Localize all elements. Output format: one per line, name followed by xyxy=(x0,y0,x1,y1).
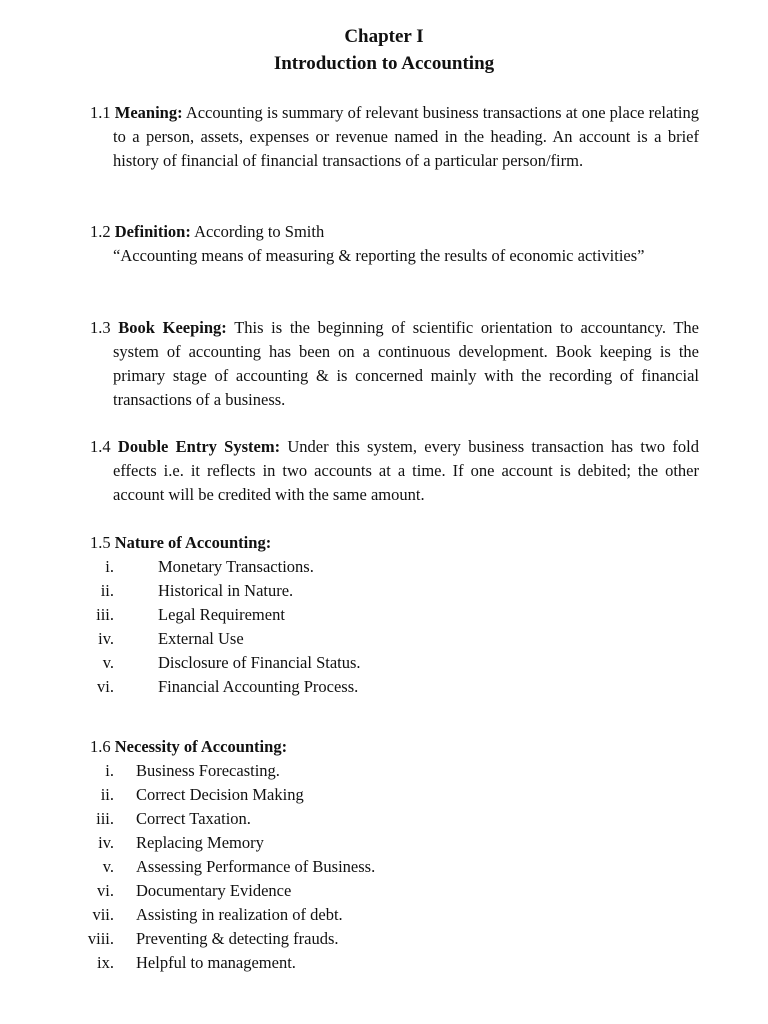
list-item xyxy=(90,603,676,627)
list-item-text: Assisting in realization of debt. xyxy=(136,905,343,924)
list-item-number: vi. xyxy=(97,677,114,696)
list-item-text: Financial Accounting Process. xyxy=(158,677,359,696)
list-item xyxy=(90,579,676,603)
list-item-text: Monetary Transactions. xyxy=(158,557,314,576)
list-item-text: Helpful to management. xyxy=(136,953,296,972)
section-heading-line xyxy=(90,220,676,244)
list-item xyxy=(90,855,676,879)
list-item-text: Replacing Memory xyxy=(136,833,264,852)
list-item xyxy=(90,879,676,903)
section-text: Under this system, every business transaction has two fold effects i.e. it reflects in two accounts at a time. If one account is debited; the other account will be credited with the same amount. xyxy=(113,437,700,504)
list-item-number: iv. xyxy=(98,629,114,648)
section-heading: Meaning: xyxy=(114,103,183,122)
list-item xyxy=(90,651,676,675)
list-item-number: ii. xyxy=(100,785,114,804)
list-item xyxy=(90,951,676,975)
list-item xyxy=(90,759,676,783)
list-item xyxy=(90,831,676,855)
list-item xyxy=(90,903,676,927)
section-number: 1.4 xyxy=(90,437,111,456)
nature-list xyxy=(90,555,676,699)
section-bookkeeping xyxy=(90,316,699,412)
section-text: According to Smith xyxy=(194,222,325,241)
section-definition xyxy=(90,220,676,268)
list-item-text: Correct Taxation. xyxy=(136,809,251,828)
chapter-title: Introduction to Accounting xyxy=(273,53,495,74)
list-item-number: v. xyxy=(102,857,114,876)
section-double-entry xyxy=(90,435,699,507)
list-item-number: viii. xyxy=(87,929,114,948)
section-heading: Double Entry System: xyxy=(117,437,281,456)
list-item-number: v. xyxy=(102,653,114,672)
list-item xyxy=(90,555,676,579)
list-item-number: ii. xyxy=(100,581,114,600)
list-item xyxy=(90,627,676,651)
list-item-number: i. xyxy=(105,761,114,780)
list-item xyxy=(90,783,676,807)
section-heading: Necessity of Accounting: xyxy=(114,737,288,756)
necessity-list xyxy=(87,759,676,975)
list-item xyxy=(90,807,676,831)
list-item xyxy=(87,927,676,951)
list-item-text: Documentary Evidence xyxy=(136,881,292,900)
list-item-text: External Use xyxy=(158,629,244,648)
section-number: 1.1 xyxy=(90,103,111,122)
section-nature xyxy=(90,531,676,699)
section-necessity xyxy=(87,735,676,975)
section-text: Accounting is summary of relevant business transactions at one place relating to a person, assets, expenses or revenue named in the heading. An account is a brief history of financial of financial transactions of a particular person/firm. xyxy=(113,103,699,170)
section-heading-line xyxy=(90,735,676,759)
section-heading: Book Keeping: xyxy=(118,318,227,337)
list-item-text: Correct Decision Making xyxy=(136,785,304,804)
list-item-text: Legal Requirement xyxy=(158,605,285,624)
chapter-number: Chapter I xyxy=(344,26,424,47)
section-number: 1.2 xyxy=(90,222,111,241)
list-item xyxy=(90,675,676,699)
list-item-text: Historical in Nature. xyxy=(158,581,294,600)
list-item-text: Business Forecasting. xyxy=(136,761,280,780)
section-text: This is the beginning of scientific orientation to accountancy. The system of accounting has been on a continuous development. Book keeping is the primary stage of accounting & is concerned mainly with the recording of financial transactions of a business. xyxy=(113,318,700,409)
section-heading: Definition: xyxy=(114,222,191,241)
section-meaning xyxy=(90,101,699,173)
section-heading: Nature of Accounting: xyxy=(114,533,272,552)
list-item-text: Disclosure of Financial Status. xyxy=(158,653,361,672)
list-item-number: vi. xyxy=(97,881,114,900)
section-heading-line xyxy=(90,531,676,555)
section-number: 1.3 xyxy=(90,318,111,337)
list-item-text: Preventing & detecting frauds. xyxy=(136,929,339,948)
section-number: 1.5 xyxy=(90,533,111,552)
list-item-number: ix. xyxy=(97,953,114,972)
section-number: 1.6 xyxy=(90,737,111,756)
list-item-number: iv. xyxy=(98,833,114,852)
definition-quote: “Accounting means of measuring & reporting the results of economic activities” xyxy=(113,246,645,265)
list-item-number: i. xyxy=(105,557,114,576)
list-item-number: iii. xyxy=(96,605,114,624)
list-item-number: iii. xyxy=(96,809,114,828)
list-item-number: vii. xyxy=(92,905,114,924)
list-item-text: Assessing Performance of Business. xyxy=(136,857,376,876)
